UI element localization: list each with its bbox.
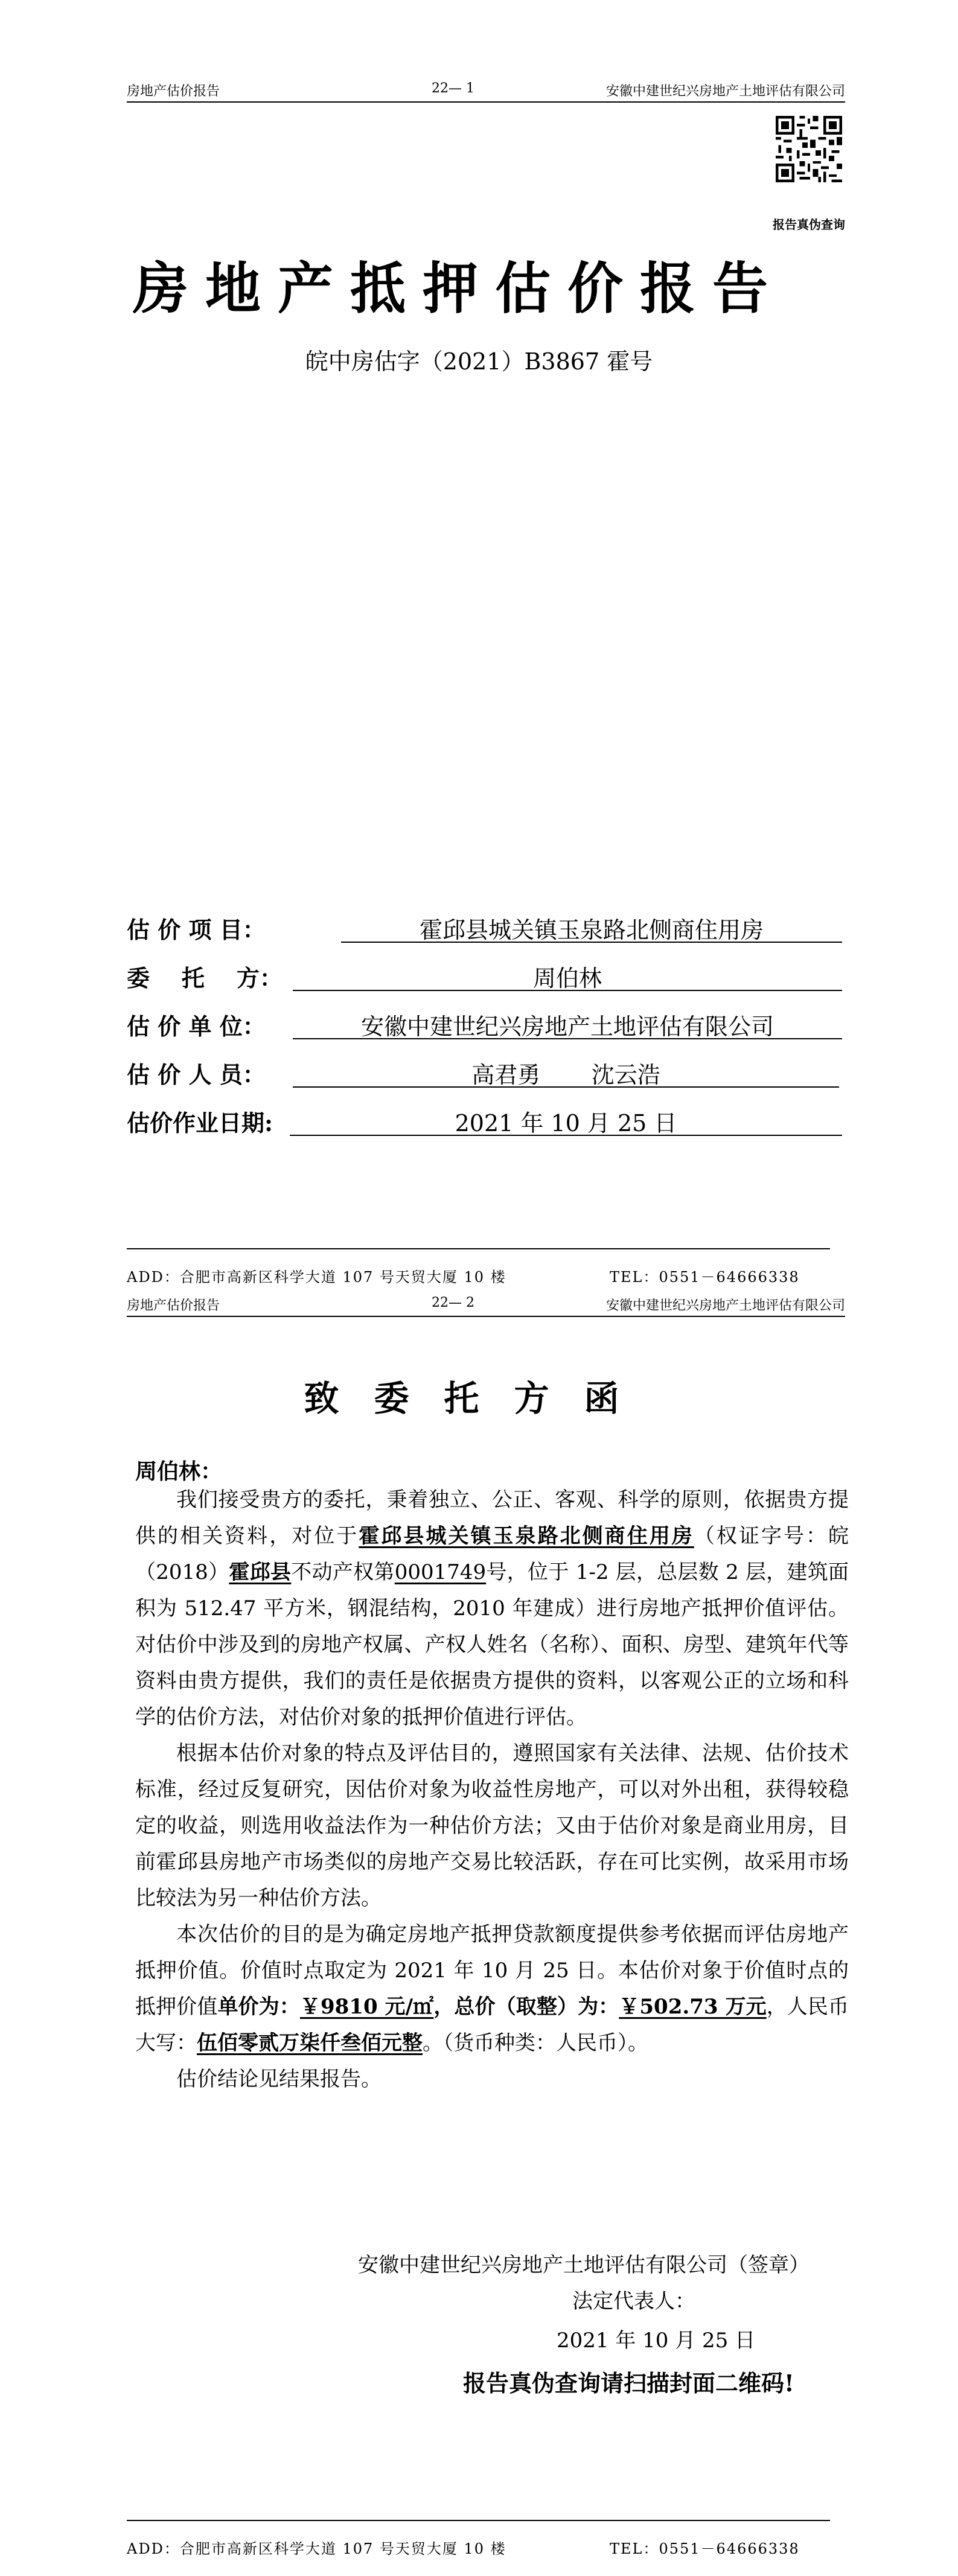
field-value: 周伯林 (293, 960, 842, 991)
text: ，人民币大写： (135, 1995, 849, 2055)
footer-divider (127, 2520, 830, 2521)
field-label: 委 托 方： (127, 964, 283, 992)
property-name: 霍邱县城关镇玉泉路北侧商住用房 (359, 1524, 694, 1548)
county-name: 霍邱县 (229, 1560, 292, 1584)
header-left: 房地产估价报告 (127, 84, 220, 99)
footer-address: ADD：合肥市高新区科学大道 107 号天贸大厦 10 楼 (127, 2540, 506, 2557)
page-header (127, 77, 845, 103)
field-value: 2021 年 10 月 25 日 (290, 1105, 842, 1136)
page-header (127, 1292, 845, 1317)
text: （权证字号：皖（2018） (135, 1524, 849, 1584)
header-page-number: 22— 1 (432, 81, 474, 96)
header-company: 安徽中建世纪兴房地产土地评估有限公司 (605, 84, 845, 99)
qr-caption: 报告真伪查询 (773, 217, 845, 232)
letter-heading (0, 1370, 958, 1421)
field-label: 估 价 项 目： (127, 916, 266, 943)
total-price-label: ，总价（取整）为： (433, 1995, 619, 2019)
page-title: 房地产抵押估价报告 (133, 256, 785, 321)
paragraph-conclusion: 估价结论见结果报告。 (176, 2067, 382, 2091)
header-page-number: 22— 2 (432, 1295, 474, 1310)
letter-body (135, 1482, 849, 2097)
salutation: 周伯林： (135, 1459, 223, 1484)
signature-company: 安徽中建世纪兴房地产土地评估有限公司（签章） (358, 2253, 810, 2277)
text: 不动产权第 (291, 1560, 395, 1584)
document-number: 皖中房估字（2021）B3867 霍号 (305, 348, 653, 375)
verification-note: 报告真伪查询请扫描封面二维码! (463, 2370, 794, 2397)
footer-tel: TEL：0551－64666338 (610, 1269, 800, 1286)
footer-tel: TEL：0551－64666338 (610, 2540, 800, 2557)
header-company: 安徽中建世纪兴房地产土地评估有限公司 (605, 1298, 845, 1313)
text: 号，位于 1-2 层，总层数 2 层，建筑面积为 512.47 平方米，钢混结构，2010 年建成）进行房地产抵押价值评估。对估价中涉及到的房地产权属、产权人姓名（名称）、面积、房型、建筑年代等资料由贵方提供，我们的责任是依据贵方提供的资料，以客观公正的立场和科学的估价方法，对估价对象的抵押价值进行评估。 (135, 1560, 849, 1729)
text: 。（货币种类：人民币）。 (423, 2031, 648, 2055)
paragraph-commission (135, 1482, 849, 1735)
field-value: 高君勇 沈云浩 (293, 1056, 839, 1088)
letter-heading-text: 致委托方函 (304, 1378, 654, 1419)
amount-in-words: 伍佰零贰万柒仟叁佰元整 (197, 2031, 423, 2055)
paragraph-result (135, 1916, 849, 2061)
text: 本次估价的目的是为确定房地产抵押贷款额度提供参考依据而评估房地产抵押价值。价值时点取定为 2021 年 10 月 25 日。本估价对象于价值时点的抵押价值 (135, 1922, 849, 2019)
unit-price-label: 单价为： (217, 1995, 300, 2019)
text: 我们接受贵方的委托，秉着独立、公正、客观、科学的原则，依据贵方提供的相关资料，对位于 (135, 1488, 849, 1548)
signature-date: 2021 年 10 月 25 日 (557, 2329, 756, 2353)
signature-legal-rep: 法定代表人： (572, 2289, 695, 2313)
paragraph-methods: 根据本估价对象的特点及评估目的，遵照国家有关法律、法规、估价技术标准，经过反复研究，因估价对象为收益性房地产，可以对外出租，获得较稳定的收益，则选用收益法作为一种估价方法；又由于估价对象是商业用房，目前霍邱县房地产市场类似的房地产交易比较活跃，存在可比实例，故采用市场比较法为另一种估价方法。 (135, 1741, 849, 1910)
footer-address: ADD：合肥市高新区科学大道 107 号天贸大厦 10 楼 (127, 1269, 506, 1286)
total-price-value: ￥502.73 万元 (619, 1995, 767, 2019)
field-value: 安徽中建世纪兴房地产土地评估有限公司 (293, 1008, 842, 1039)
field-label: 估 价 单 位： (127, 1013, 266, 1040)
qr-code-icon[interactable] (776, 116, 842, 182)
certificate-number: 0001749 (394, 1560, 487, 1584)
field-value: 霍邱县城关镇玉泉路北侧商住用房 (341, 911, 842, 943)
header-left: 房地产估价报告 (127, 1298, 220, 1313)
field-label: 估 价 人 员： (127, 1061, 266, 1088)
footer-divider (127, 1248, 830, 1249)
field-label: 估价作业日期: (127, 1109, 273, 1137)
unit-price-value: ￥9810 元/㎡ (299, 1995, 434, 2019)
